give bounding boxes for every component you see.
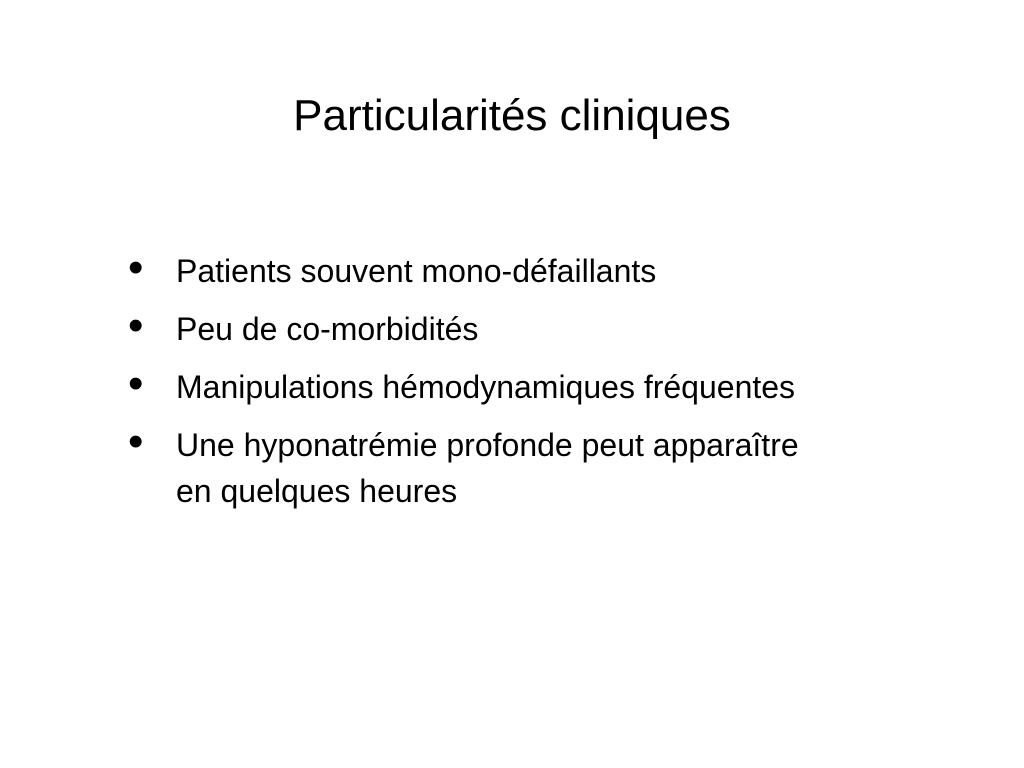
list-item [128, 359, 828, 410]
slide-title: Particularités cliniques [293, 91, 731, 140]
bullet-icon: • [128, 301, 144, 350]
bullet-icon: • [128, 359, 144, 408]
bullet-list [128, 243, 828, 526]
list-item [128, 417, 828, 514]
list-item [128, 243, 828, 294]
bullet-text: Peu de co-morbidités [176, 311, 479, 347]
bullet-text: Manipulations hémodynamiques fréquentes [176, 369, 796, 405]
bullet-icon: • [128, 417, 144, 466]
list-item [128, 301, 828, 352]
bullet-icon: • [128, 243, 144, 292]
bullet-text: Une hyponatrémie profonde peut apparaître en quelques heures [176, 427, 799, 509]
bullet-text: Patients souvent mono-défaillants [176, 253, 657, 289]
